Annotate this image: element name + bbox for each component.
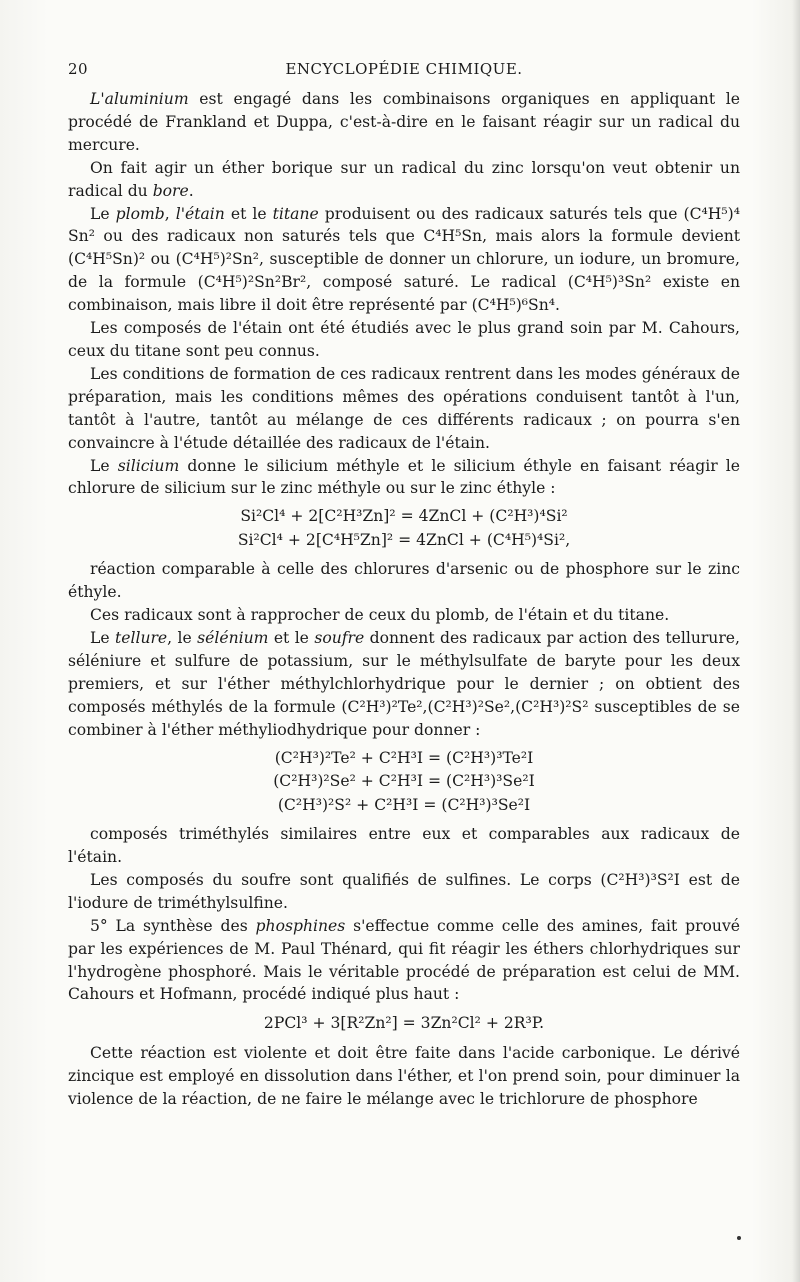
formula-silicium-methyle: Si²Cl⁴ + 2[C²H³Zn]² = 4ZnCl + (C²H³)⁴Si² <box>240 507 568 526</box>
paragraph-trimethyles: composés triméthylés similaires entre eux et comparables aux radicaux de l'étain. <box>68 825 740 866</box>
formula-phosphines: 2PCl³ + 3[R²Zn²] = 3Zn²Cl² + 2R³P. <box>263 1014 545 1033</box>
page-number: 20 <box>68 60 89 78</box>
page-header <box>68 60 740 82</box>
term-plomb: plomb <box>115 204 165 223</box>
ink-dot <box>737 1236 741 1240</box>
paragraph-silicium: Le silicium donne le silicium méthyle et le silicium éthyle en faisant réagir le chlorure de silicium sur le zinc méthyle ou sur le zinc éthyle : <box>68 456 741 498</box>
paragraph-phosphines: 5° La synthèse des phosphines s'effectue comme celle des amines, fait prouvé par les expériences de M. Paul Thénard, qui fit réagir les éthers chlorhydriques sur l'hydrogène phosphoré. Mais le véritable procédé de préparation est celui de MM. Cahours et Hofmann, procédé indiqué plus haut : <box>68 916 740 1004</box>
formula-tellure: (C²H³)²Te² + C²H³I = (C²H³)³Te²I <box>274 748 534 767</box>
formula-block-phosphines <box>68 1012 740 1036</box>
paragraph-conditions-formation: Les conditions de formation de ces radicaux rentrent dans les modes généraux de préparation, mais les conditions mêmes des opérations conduisent tantôt à l'un, tantôt à l'autre, tantôt au mélange de ces différents radicaux ; on pourra s'en convaincre à l'étude détaillée des radicaux de l'étain. <box>68 364 740 452</box>
term-phosphines: phosphines <box>255 916 346 935</box>
term-selenium: sélénium <box>197 629 269 648</box>
paragraph-reaction-comparable: réaction comparable à celle des chlorures d'arsenic ou de phosphore sur le zinc éthyle. <box>68 560 740 602</box>
paragraph-sulfines: Les composés du soufre sont qualifiés de sulfines. Le corps (C²H³)³S²I est de l'iodure de triméthylsulfine. <box>68 870 740 912</box>
body-text <box>68 88 740 1111</box>
term-aluminium: L'aluminium <box>90 90 189 108</box>
paragraph-reaction-violente: Cette réaction est violente et doit être faite dans l'acide carbonique. Le dérivé zincique est employé en dissolution dans l'éther, et l'on prend soin, pour diminuer la violence de la réaction, de ne faire le mélange avec le trichlorure de phosphore <box>68 1043 740 1108</box>
paragraph-composes-etain: Les composés de l'étain ont été étudiés avec le plus grand soin par M. Cahours, ceux du titane sont peu connus. <box>68 319 740 360</box>
term-bore: bore <box>152 181 189 200</box>
paragraph-rapprocher: Ces radicaux sont à rapprocher de ceux du plomb, de l'étain et du titane. <box>90 606 670 625</box>
page-edge-shadow <box>792 0 800 1282</box>
paragraph-plomb-etain-titane: Le plomb, l'étain et le titane produisent ou des radicaux saturés tels que (C⁴H⁵)⁴ Sn² ou des radicaux non saturés tels que C⁴H⁵Sn, mais alors la formule devient (C⁴H⁵Sn)² ou (C⁴H⁵)²Sn², susceptible de donner un chlorure, un iodure, un bromure, de la formule (C⁴H⁵)²Sn²Br², composé saturé. Le radical (C⁴H⁵)³Sn² existe en combinaison, mais libre il doit être représenté par (C⁴H⁵)⁶Sn⁴. <box>68 204 740 315</box>
formula-selenium: (C²H³)²Se² + C²H³I = (C²H³)³Se²I <box>273 772 535 791</box>
formula-silicium-ethyle: Si²Cl⁴ + 2[C⁴H⁵Zn]² = 4ZnCl + (C⁴H⁵)⁴Si², <box>237 530 571 549</box>
term-titane: titane <box>272 204 319 223</box>
paragraph-aluminium: L'aluminium est engagé dans les combinaisons organiques en appliquant le procédé de Frankland et Duppa, c'est-à-dire en le faisant réagir sur un radical du mercure. <box>68 90 740 154</box>
running-title: ENCYCLOPÉDIE CHIMIQUE. <box>285 60 523 78</box>
formula-soufre: (C²H³)²S² + C²H³I = (C²H³)³Se²I <box>277 795 531 814</box>
formula-block-silicium <box>68 505 740 552</box>
term-etain: l'étain <box>175 204 225 223</box>
formula-block-chalcogenes <box>68 747 740 818</box>
paragraph-bore: On fait agir un éther borique sur un radical du zinc lorsqu'on veut obtenir un radical du bore. <box>68 158 740 200</box>
paragraph-tellure-selenium-soufre: Le tellure, le sélénium et le soufre donnent des radicaux par action des tellurure, séléniure et sulfure de potassium, sur le méthylsulfate de baryte pour les deux premiers, et sur l'éther méthylchlorhydrique pour le dernier ; on obtient des composés méthylés de la formule (C²H³)²Te²,(C²H³)²Se²,(C²H³)²S² susceptibles de se combiner à l'éther méthyliodhydrique pour donner : <box>68 629 740 739</box>
term-tellure: tellure <box>114 629 168 648</box>
term-silicium: silicium <box>117 456 180 475</box>
term-soufre: soufre <box>314 629 365 648</box>
